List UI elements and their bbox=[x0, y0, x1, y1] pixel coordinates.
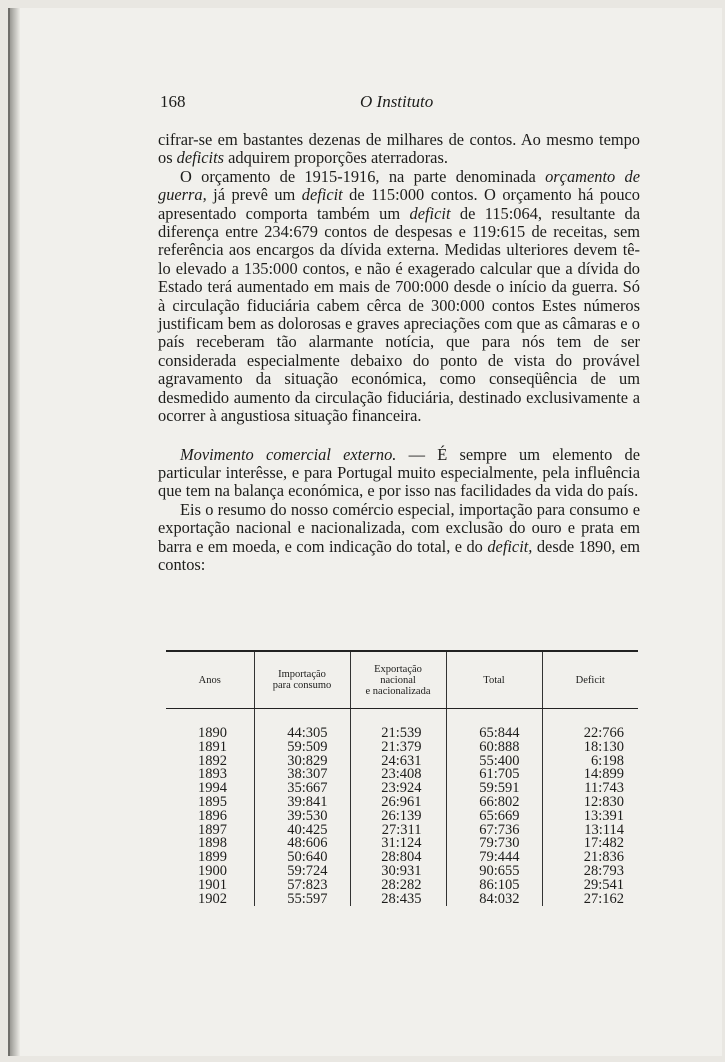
paragraph-1-italic: deficits bbox=[176, 148, 225, 168]
importacao-cell: 48:606 bbox=[254, 837, 350, 851]
header-anos: Anos bbox=[166, 651, 254, 709]
header-exportacao-line-2: nacional bbox=[380, 674, 416, 686]
exportacao-cell: 23:924 bbox=[350, 782, 446, 796]
exportacao-cell: 21:379 bbox=[350, 741, 446, 755]
page-number: 168 bbox=[160, 92, 186, 111]
table-header-row bbox=[166, 651, 638, 709]
paragraph-4-part-c: desde 1890, em contos: bbox=[158, 536, 640, 574]
importacao-cell: 59:509 bbox=[254, 741, 350, 755]
deficit-cell: 29:541 bbox=[542, 879, 638, 893]
exportacao-cell: 28:435 bbox=[350, 893, 446, 907]
header-deficit: Deficit bbox=[542, 651, 638, 709]
exportacao-cell: 26:961 bbox=[350, 796, 446, 810]
deficit-cell: 18:130 bbox=[542, 741, 638, 755]
table-row bbox=[166, 893, 638, 907]
total-cell: 84:032 bbox=[446, 893, 542, 907]
deficit-cell: 28:793 bbox=[542, 865, 638, 879]
deficit-cell: 17:482 bbox=[542, 837, 638, 851]
deficit-cell: 13:391 bbox=[542, 810, 638, 824]
total-cell: 55:400 bbox=[446, 755, 542, 769]
importacao-cell: 57:823 bbox=[254, 879, 350, 893]
paragraph-4 bbox=[158, 501, 640, 575]
header-importacao bbox=[254, 651, 350, 709]
paragraph-2-part-c: já prevê um bbox=[206, 185, 302, 205]
header-exportacao-line-3: e nacionalizada bbox=[365, 685, 431, 697]
importacao-cell: 55:597 bbox=[254, 893, 350, 907]
year-cell: 1901 bbox=[198, 876, 227, 893]
importacao-cell: 59:724 bbox=[254, 865, 350, 879]
header-exportacao bbox=[350, 651, 446, 709]
header-total: Total bbox=[446, 651, 542, 709]
paragraph-2-italic-b: orçamento de guerra, bbox=[158, 166, 640, 205]
page-header bbox=[160, 92, 640, 112]
paragraph-2-italic-f: deficit bbox=[409, 203, 451, 223]
section-title: Movimento comercial externo. bbox=[180, 444, 397, 464]
total-cell: 61:705 bbox=[446, 768, 542, 782]
importacao-cell: 39:530 bbox=[254, 810, 350, 824]
paragraph-2-italic-d: deficit bbox=[301, 185, 343, 205]
exportacao-cell: 23:408 bbox=[350, 768, 446, 782]
deficit-cell: 13:114 bbox=[542, 824, 638, 838]
deficit-cell: 12:830 bbox=[542, 796, 638, 810]
total-cell: 65:844 bbox=[446, 727, 542, 741]
header-exportacao-line-1: Exportação bbox=[374, 663, 422, 675]
importacao-cell: 39:841 bbox=[254, 796, 350, 810]
header-importacao-line-1: Importação bbox=[278, 669, 326, 680]
paragraph-3 bbox=[158, 446, 640, 501]
year-cell: 1893 bbox=[198, 766, 227, 783]
exportacao-cell: 24:631 bbox=[350, 755, 446, 769]
year-cell: 1898 bbox=[198, 835, 227, 852]
paragraph-1-end: adquirem proporções aterradoras. bbox=[224, 148, 448, 168]
total-cell: 79:444 bbox=[446, 851, 542, 865]
paragraph-4-part-a: Eis o resumo do nosso comércio especial, importação para consumo e exportação nacional e nacionalizada, com exclusão do ouro e prata em barra e em moeda, e com indicação do total, e do bbox=[158, 499, 640, 556]
year-cell: 1890 bbox=[198, 725, 227, 741]
page-gutter-shadow bbox=[10, 8, 20, 1056]
paragraph-2-part-e: de 115:000 contos. O orçamento há pouco apresentado comporta também um bbox=[158, 185, 640, 223]
total-cell: 67:736 bbox=[446, 824, 542, 838]
total-cell: 66:802 bbox=[446, 796, 542, 810]
total-cell: 90:655 bbox=[446, 865, 542, 879]
deficit-cell: 22:766 bbox=[542, 727, 638, 741]
running-title: O Instituto bbox=[360, 92, 434, 111]
table-body bbox=[166, 709, 638, 907]
deficit-cell: 11:743 bbox=[542, 782, 638, 796]
year-cell: 1902 bbox=[198, 890, 227, 907]
exportacao-cell: 26:139 bbox=[350, 810, 446, 824]
paragraph-2 bbox=[158, 168, 640, 426]
importacao-cell: 35:667 bbox=[254, 782, 350, 796]
total-cell: 79:730 bbox=[446, 837, 542, 851]
year-cell: 1994 bbox=[198, 780, 227, 797]
total-cell: 59:591 bbox=[446, 782, 542, 796]
deficit-cell: 6:198 bbox=[542, 755, 638, 769]
importacao-cell: 44:305 bbox=[254, 727, 350, 741]
total-cell: 65:669 bbox=[446, 810, 542, 824]
year-cell: 1891 bbox=[198, 738, 227, 755]
year-cell: 1896 bbox=[198, 807, 227, 824]
deficit-cell: 27:162 bbox=[542, 893, 638, 907]
trade-table bbox=[166, 650, 638, 906]
deficit-cell: 21:836 bbox=[542, 851, 638, 865]
exportacao-cell: 27:311 bbox=[350, 824, 446, 838]
importacao-cell: 40:425 bbox=[254, 824, 350, 838]
header-importacao-line-2: para consumo bbox=[272, 680, 332, 691]
year-cell: 1895 bbox=[198, 793, 227, 810]
year-cell: 1892 bbox=[198, 752, 227, 769]
paragraph-3-text: — É sempre um elemento de particular interêsse, e para Portugal muito especialmente, pela influência que tem na balança económica, e por isso nas facilidades da vida do país. bbox=[158, 444, 640, 501]
exportacao-cell: 28:804 bbox=[350, 851, 446, 865]
paragraph-1 bbox=[158, 131, 640, 168]
exportacao-cell: 30:931 bbox=[350, 865, 446, 879]
year-cell: 1900 bbox=[198, 862, 227, 879]
exportacao-cell: 28:282 bbox=[350, 879, 446, 893]
exportacao-cell: 21:539 bbox=[350, 727, 446, 741]
deficit-cell: 14:899 bbox=[542, 768, 638, 782]
paragraph-1-text: cifrar-se em bastantes dezenas de milhares de contos. Ao mesmo tempo os bbox=[158, 130, 640, 168]
importacao-cell: 38:307 bbox=[254, 768, 350, 782]
importacao-cell: 30:829 bbox=[254, 755, 350, 769]
paragraph-2-part-a: O orçamento de 1915-1916, na parte denominada bbox=[180, 166, 546, 186]
importacao-cell: 50:640 bbox=[254, 851, 350, 865]
year-cell: 1897 bbox=[198, 821, 227, 838]
body-text bbox=[158, 131, 640, 574]
total-cell: 86:105 bbox=[446, 879, 542, 893]
total-cell: 60:888 bbox=[446, 741, 542, 755]
paragraph-4-italic: deficit, bbox=[487, 536, 533, 556]
exportacao-cell: 31:124 bbox=[350, 837, 446, 851]
paragraph-2-part-g: de 115:064, resultante da diferença entre 234:679 contos de despesas e 119:615 de receitas, sem referência aos encargos da dívida externa. Medidas ulteriores devem tê-lo elevado a 135:000 contos, e não é exagerado calcular que a dívida do Estado terá aumentado em mais de 700:000 desde o início da guerra. Só à circulação fiduciária cabem cêrca de 300:000 contos Estes números justificam bem as dolorosas e graves apreciações com que as câmaras e o país receberam tão alarmante notícia, que para nós tem de ser considerada especialmente debaixo do ponto de vista do provável agravamento da situação económica, como conseqüência de um desmedido aumento da circulação fiduciária, destinado exclusivamente a ocorrer à angustiosa situação financeira. bbox=[158, 203, 640, 426]
year-cell: 1899 bbox=[198, 849, 227, 866]
